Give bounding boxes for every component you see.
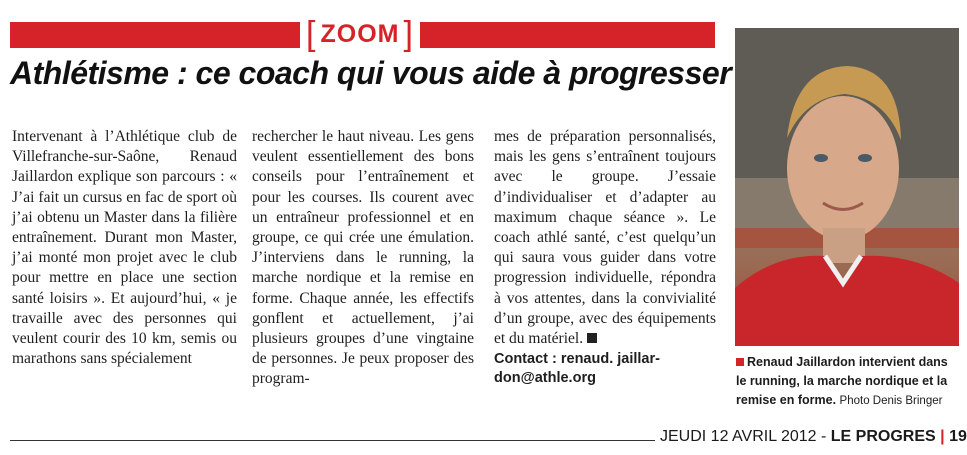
footer-date: JEUDI 12 AVRIL 2012 -: [660, 428, 827, 445]
headline: Athlétisme : ce coach qui vous aide à progresser: [10, 55, 732, 91]
photo-credit: Photo Denis Bringer: [839, 395, 943, 407]
caption-marker-icon: [736, 358, 744, 366]
article-text-col3: [494, 127, 716, 349]
left-bracket-icon: [: [306, 14, 317, 53]
contact-info: Contact : renaud. jaillar-don@athle.org: [494, 351, 660, 387]
article-column-3: [494, 127, 716, 388]
article-text-col2: rechercher le haut niveau. Les gens veulent essentiellement des bons conseils pour l’entraînement et pour les courses. Ils courent avec un entraîneur professionnel et en groupe, ce qui crée une émulation. J’interviens dans le running, la marche nordique et la remise en forme. Chaque année, les effectifs gonflent et actuellement, j’ai plusieurs groupes d’une vingtaine de personnes. Je peux proposer des program-: [252, 128, 474, 388]
footer-separator: |: [940, 428, 945, 445]
right-bracket-icon: ]: [403, 14, 414, 53]
section-label: ZOOM: [320, 19, 400, 48]
page-footer: [660, 428, 967, 446]
coach-portrait-image: [735, 28, 959, 346]
article-column-1: [12, 127, 237, 369]
caption-text: Renaud Jaillardon intervient dans le running, la marche nordique et la remise en forme.: [736, 355, 948, 407]
end-square-icon: [587, 333, 597, 343]
section-label-box: [300, 14, 420, 54]
article-column-2: [252, 127, 474, 390]
page-number: 19: [949, 428, 967, 445]
photo-caption: [736, 353, 958, 411]
coach-photo: [735, 28, 959, 346]
footer-paper-name: LE PROGRES: [830, 428, 936, 445]
article-text-col1: Intervenant à l’Athlétique club de Villefranche-sur-Saône, Renaud Jaillardon explique son parcours : « J’ai fait un cursus en fac de sport où j’ai obtenu un Master dans la filière entraînement. Durant mon Master, j’ai monté mon projet avec le club pour mettre en place une section santé loisirs ». Et aujourd’hui, « je travaille avec des personnes qui veulent courir des 10 km, semis ou marathons sans spécialement: [12, 128, 237, 368]
article-text-col3-body: mes de préparation personnalisés, mais les gens s’entraînent toujours avec le groupe. J’essaie d’individualiser et d’adapter au maximum chaque séance ». Le coach athlé santé, c’est quelqu’un qui saura vous guider dans votre progression individuelle, répondra à vos attentes, dans la convivialité d’un groupe, avec des équipements et du matériel.: [494, 128, 716, 348]
footer-rule: [10, 440, 655, 441]
